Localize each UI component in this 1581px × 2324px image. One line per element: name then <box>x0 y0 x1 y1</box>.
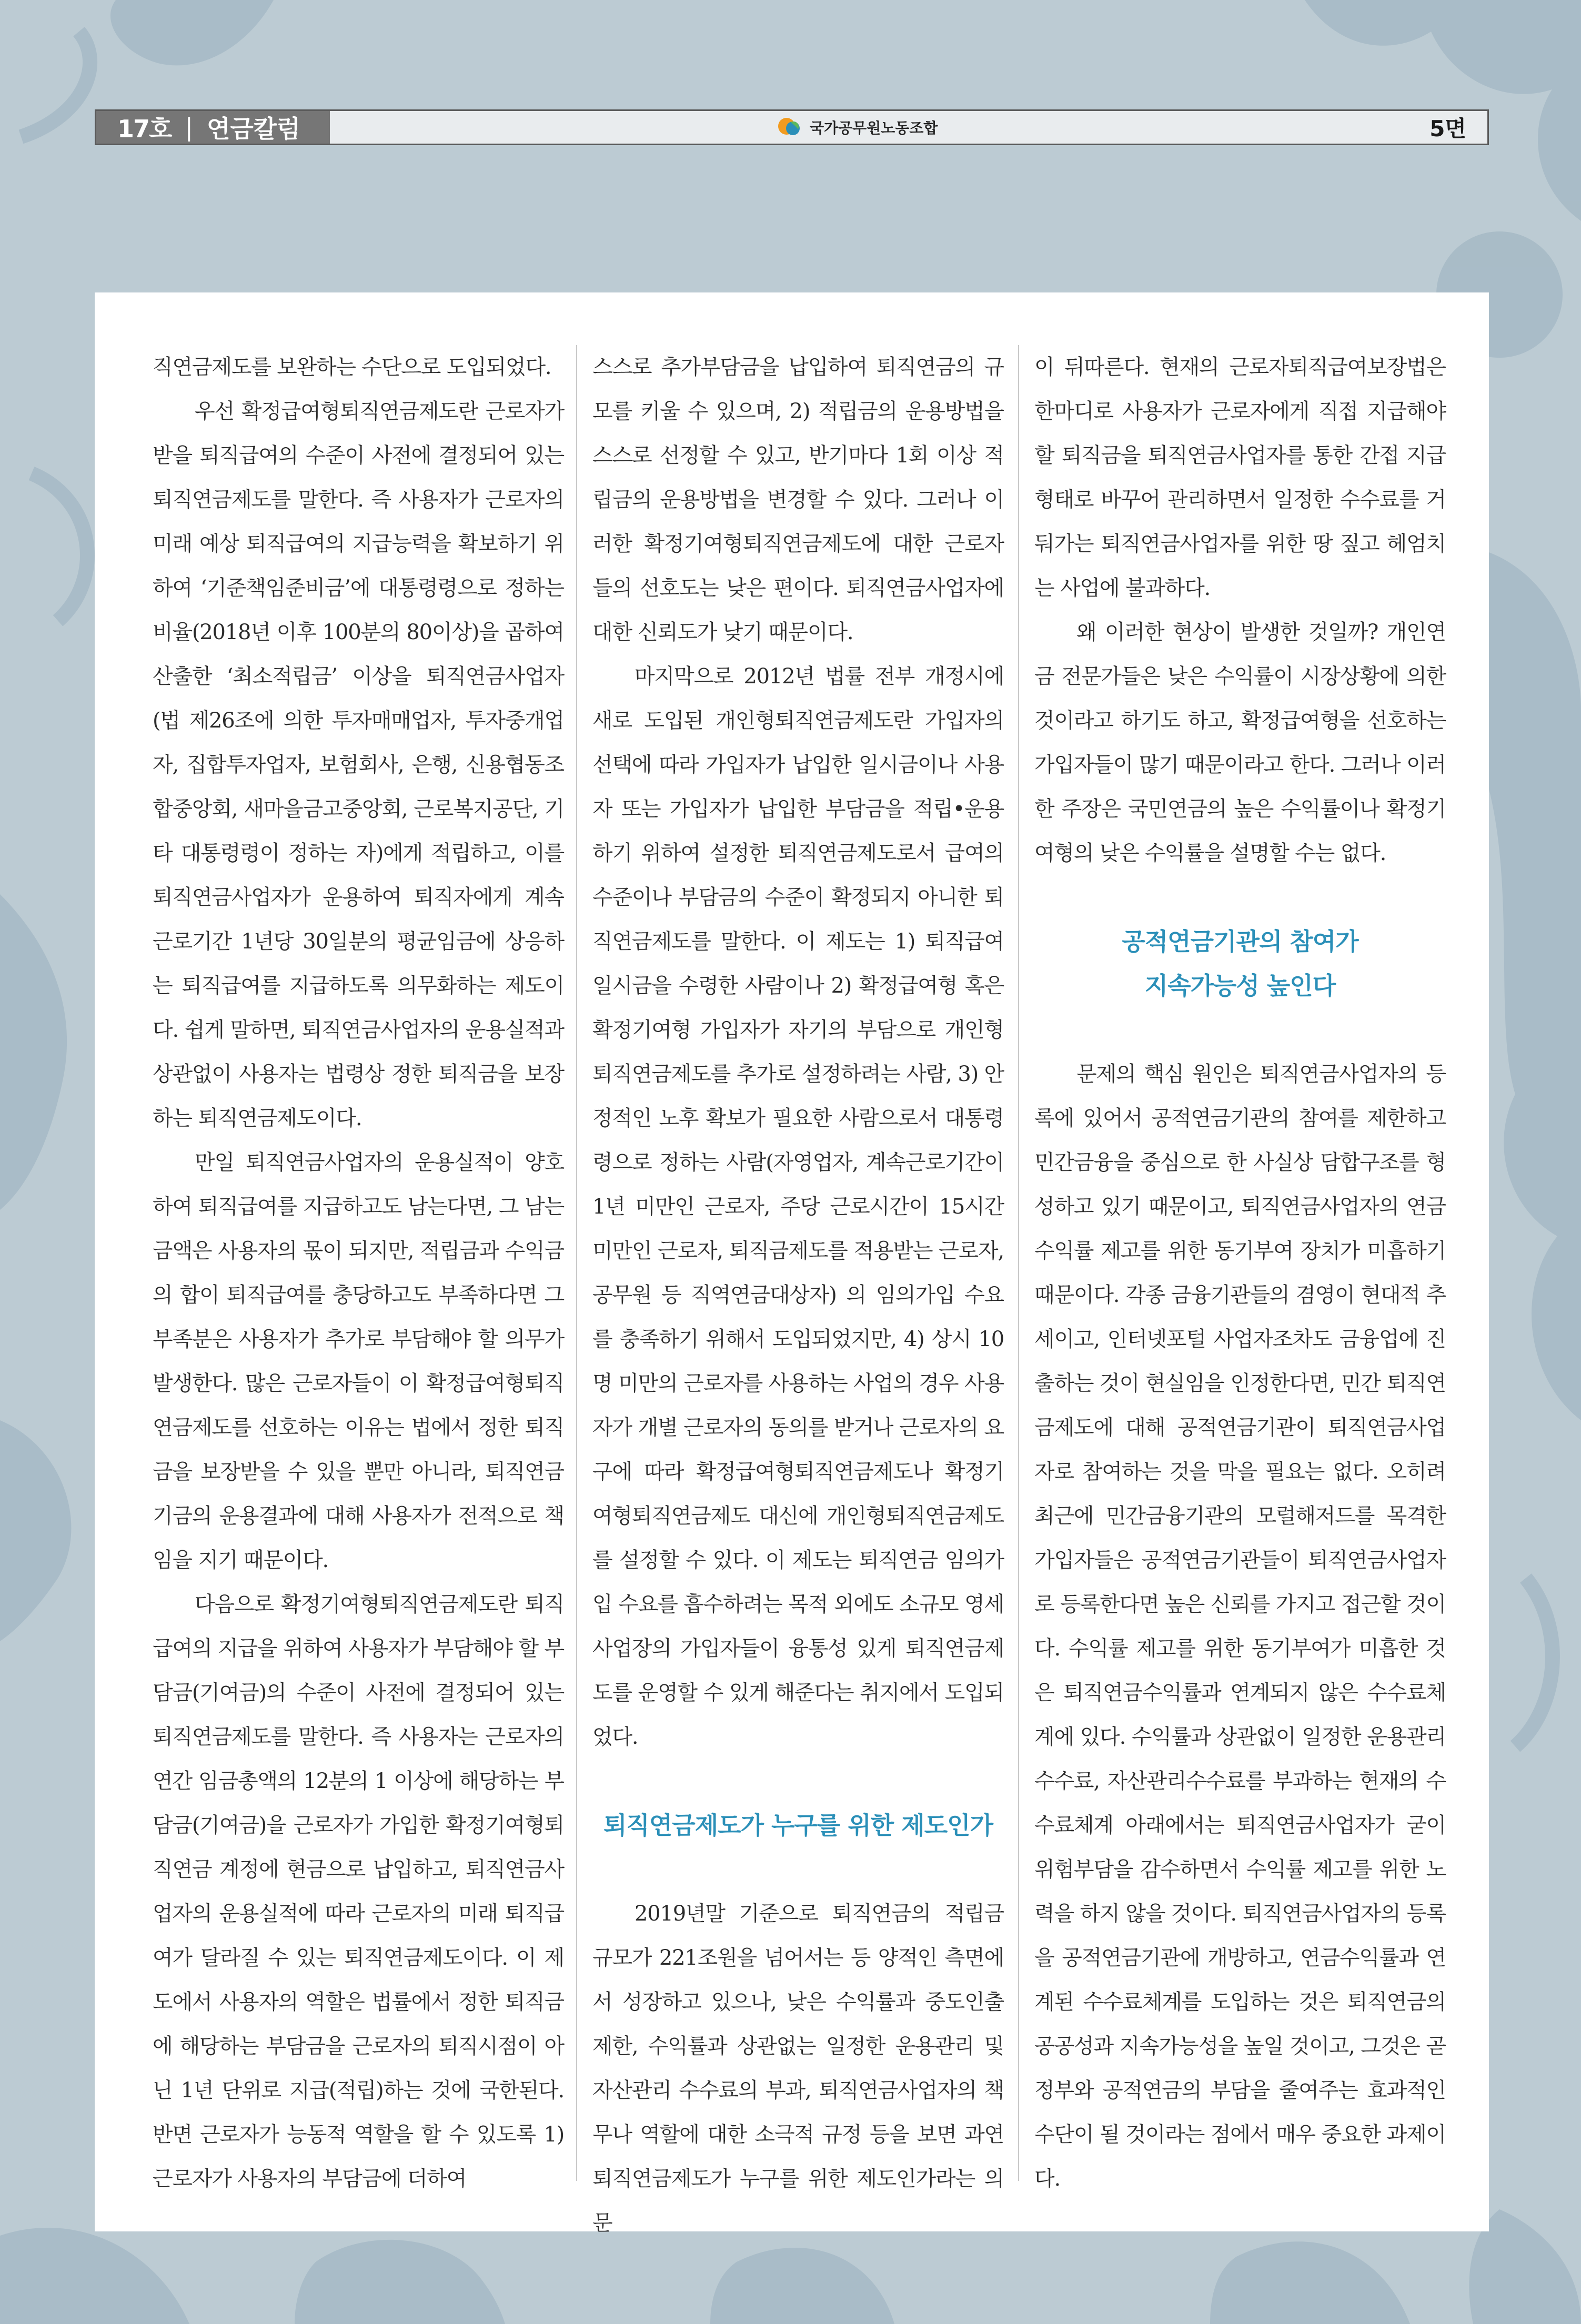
paragraph: 왜 이러한 현상이 발생한 것일까? 개인연금 전문가들은 낮은 수익률이 시장상황에 의한 것이라고 하기도 하고, 확정급여형을 선호하는 가입자들이 많기 때문이라고 한다. 그러나 이러한 주장은 국민연금의 높은 수익률이나 확정기여형의 낮은 수익률을 설명할 수는 없다. <box>1034 620 1446 865</box>
paragraph: 이 뒤따른다. 현재의 근로자퇴직급여보장법은 한마디로 사용자가 근로자에게 직접 지급해야 할 퇴직금을 퇴직연금사업자를 통한 간접 지급형태로 바꾸어 관리하면서 일정한 수수료를 거둬가는 퇴직연금사업자를 위한 땅 짚고 헤엄치는 사업에 불과하다. <box>1034 355 1446 600</box>
article-panel <box>95 292 1489 2235</box>
issue-separator: | <box>185 113 193 142</box>
page-header <box>95 109 1489 145</box>
article-column-2 <box>592 345 1004 2235</box>
column-divider <box>1018 345 1019 2181</box>
issue-label <box>96 111 330 144</box>
organization-name: 국가공무원노동조합 <box>810 119 938 137</box>
paragraph: 스스로 추가부담금을 납입하여 퇴직연금의 규모를 키울 수 있으며, 2) 적립금의 운용방법을 스스로 선정할 수 있고, 반기마다 1회 이상 적립금의 운용방법을 변경할 수 있다. 그러나 이러한 확정기여형퇴직연금제도에 대한 근로자들의 선호도는 낮은 편이다. 퇴직연금사업자에 대한 신뢰도가 낮기 때문이다. <box>592 355 1004 644</box>
article-column-3 <box>1034 345 1446 2218</box>
paragraph: 마지막으로 2012년 법률 전부 개정시에 새로 도입된 개인형퇴직연금제도란 가입자의 선택에 따라 가입자가 납입한 일시금이나 사용자 또는 가입자가 납입한 부담금을 적립•운용하기 위하여 설정한 퇴직연금제도로서 급여의 수준이나 부담금의 수준이 확정되지 아니한 퇴직연금제도를 말한다. 이 제도는 1) 퇴직급여 일시금을 수령한 사람이나 2) 확정급여형 혹은 확정기여형 가입자가 자기의 부담으로 개인형퇴직연금제도를 추가로 설정하려는 사람, 3) 안정적인 노후 확보가 필요한 사람으로서 대통령령으로 정하는 사람(자영업자, 계속근로기간이 1년 미만인 근로자, 주당 근로시간이 15시간 미만인 근로자, 퇴직금제도를 적용받는 근로자, 공무원 등 직역연금대상자) 의 임의가입 수요를 충족하기 위해서 도입되었지만, 4) 상시 10명 미만의 근로자를 사용하는 사업의 경우 사용자가 개별 근로자의 동의를 받거나 근로자의 요구에 따라 확정급여형퇴직연금제도나 확정기여형퇴직연금제도 대신에 개인형퇴직연금제도를 설정할 수 있다. 이 제도는 퇴직연금 임의가입 수요를 흡수하려는 목적 외에도 소규모 영세사업장의 가입자들이 융통성 있게 퇴직연금제도를 운영할 수 있게 해준다는 취지에서 도입되었다. <box>592 664 1004 1749</box>
paragraph: 우선 확정급여형퇴직연금제도란 근로자가 받을 퇴직급여의 수준이 사전에 결정되어 있는 퇴직연금제도를 말한다. 즉 사용자가 근로자의 미래 예상 퇴직급여의 지급능력을 확보하기 위하여 ‘기준책임준비금’에 대통령령으로 정하는 비율(2018년 이후 100분의 80이상)을 곱하여 산출한 ‘최소적립금’ 이상을 퇴직연금사업자(법 제26조에 의한 투자매매업자, 투자중개업자, 집합투자업자, 보험회사, 은행, 신용협동조합중앙회, 새마을금고중앙회, 근로복지공단, 기타 대통령령이 정하는 자)에게 적립하고, 이를 퇴직연금사업자가 운용하여 퇴직자에게 계속근로기간 1년당 30일분의 평균임금에 상응하는 퇴직급여를 지급하도록 의무화하는 제도이다. 쉽게 말하면, 퇴직연금사업자의 운용실적과 상관없이 사용자는 법령상 정한 퇴직금을 보장하는 퇴직연금제도이다. <box>153 399 564 1130</box>
section-heading: 퇴직연금제도가 누구를 위한 제도인가 <box>603 1811 993 1840</box>
paragraph: 다음으로 확정기여형퇴직연금제도란 퇴직급여의 지급을 위하여 사용자가 부담해야 할 부담금(기여금)의 수준이 사전에 결정되어 있는 퇴직연금제도를 말한다. 즉 사용자는 근로자의 연간 임금총액의 12분의 1 이상에 해당하는 부담금(기여금)을 근로자가 가입한 확정기여형퇴직연금 계정에 현금으로 납입하고, 퇴직연금사업자의 운용실적에 따라 근로자의 미래 퇴직급여가 달라질 수 있는 퇴직연금제도이다. 이 제도에서 사용자의 역할은 법률에서 정한 퇴직금에 해당하는 부담금을 근로자의 퇴직시점이 아닌 1년 단위로 지급(적립)하는 것에 국한된다. 반면 근로자가 능동적 역할을 할 수 있도록 1) 근로자가 사용자의 부담금에 더하여 <box>153 1592 564 2191</box>
paragraph: 직연금제도를 보완하는 수단으로 도입되었다. <box>153 355 551 379</box>
issue-number: 17호 <box>117 115 172 143</box>
section-heading-line-1: 공적연금기관의 참여가 <box>1122 927 1358 956</box>
organization <box>775 111 938 144</box>
paragraph: 문제의 핵심 원인은 퇴직연금사업자의 등록에 있어서 공적연금기관의 참여를 제한하고 민간금융을 중심으로 한 사실상 담합구조를 형성하고 있기 때문이고, 퇴직연금사업자의 연금수익률 제고를 위한 동기부여 장치가 미흡하기 때문이다. 각종 금융기관들의 겸영이 현대적 추세이고, 인터넷포털 사업자조차도 금융업에 진출하는 것이 현실임을 인정한다면, 민간 퇴직연금제도에 대해 공적연금기관이 퇴직연금사업자로 참여하는 것을 막을 필요는 없다. 오히려 최근에 민간금융기관의 모럴해저드를 목격한 가입자들은 공적연금기관들이 퇴직연금사업자로 등록한다면 높은 신뢰를 가지고 접근할 것이다. 수익률 제고를 위한 동기부여가 미흡한 것은 퇴직연금수익률과 연계되지 않은 수수료체계에 있다. 수익률과 상관없이 일정한 운용관리수수료, 자산관리수수료를 부과하는 현재의 수수료체계 아래에서는 퇴직연금사업자가 굳이 위험부담을 감수하면서 수익률 제고를 위한 노력을 하지 않을 것이다. 퇴직연금사업자의 등록을 공적연금기관에 개방하고, 연금수익률과 연계된 수수료체계를 도입하는 것은 퇴직연금의 공공성과 지속가능성을 높일 것이고, 그것은 곧 정부와 공적연금의 부담을 줄여주는 효과적인 수단이 될 것이라는 점에서 매우 중요한 과제이다. <box>1034 1062 1446 2191</box>
column-divider <box>576 345 577 2181</box>
paragraph: 만일 퇴직연금사업자의 운용실적이 양호하여 퇴직급여를 지급하고도 남는다면, 그 남는 금액은 사용자의 몫이 되지만, 적립금과 수익금의 합이 퇴직급여를 충당하고도 부족하다면 그 부족분은 사용자가 추가로 부담해야 할 의무가 발생한다. 많은 근로자들이 이 확정급여형퇴직연금제도를 선호하는 이유는 법에서 정한 퇴직금을 보장받을 수 있을 뿐만 아니라, 퇴직연금기금의 운용결과에 대해 사용자가 전적으로 책임을 지기 때문이다. <box>153 1150 564 1572</box>
article-column-1 <box>153 345 564 2218</box>
union-logo-icon <box>775 113 804 142</box>
section-heading-line-2: 지속가능성 높인다 <box>1144 972 1336 1000</box>
section-title: 연금칼럼 <box>206 115 300 143</box>
paragraph: 2019년말 기준으로 퇴직연금의 적립금 규모가 221조원을 넘어서는 등 양적인 측면에서 성장하고 있으나, 낮은 수익률과 중도인출 제한, 수익률과 상관없는 일정한 운용관리 및 자산관리 수수료의 부과, 퇴직연금사업자의 책무나 역할에 대한 소극적 규정 등을 보면 과연 퇴직연금제도가 누구를 위한 제도인가라는 의문 <box>592 1902 1004 2235</box>
page-number: 5면 <box>1429 116 1466 142</box>
